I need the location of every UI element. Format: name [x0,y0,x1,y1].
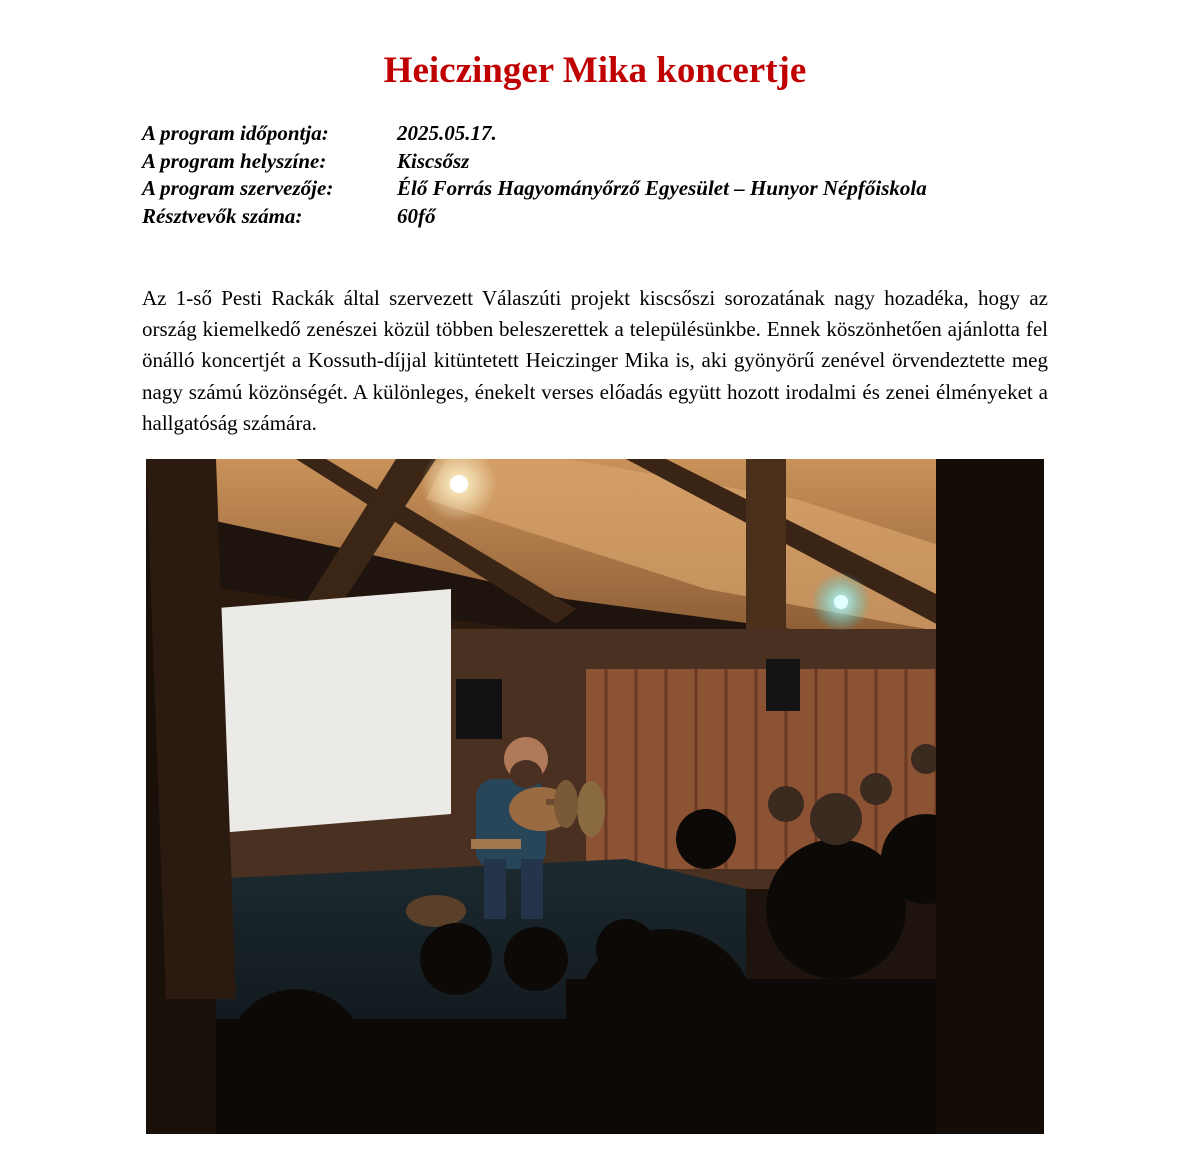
organizer-value: Élő Forrás Hagyományőrző Egyesület – Hunyor Népfőiskola [397,176,927,200]
date-label: A program időpontja: [142,121,329,145]
participants-value: 60fő [397,203,436,228]
detail-row-location [142,148,1062,176]
page-title: Heiczinger Mika koncertje [383,50,807,91]
organizer-label: A program szervezője: [142,176,334,200]
detail-row-date [142,120,1062,148]
detail-row-organizer [142,175,1062,203]
concert-photo [146,459,1044,1134]
program-details [142,120,1062,230]
participants-label: Résztvevők száma: [142,203,303,228]
location-value: Kiscsősz [397,148,470,173]
concert-photo-illustration [146,459,1044,1134]
description-paragraph: Az 1-ső Pesti Rackák által szervezett Válaszúti projekt kiscsőszi sorozatának nagy hozadéka, hogy az ország kiemelkedő zenészei közül többen beleszerettek a településünkbe. Ennek köszönhetően ajánlotta fel önálló koncertjét a Kossuth-díjjal kitüntetett Heiczinger Mika is, aki gyönyörű zenével örvendeztette meg nagy számú közönségét. A különleges, énekelt verses előadás együtt hozott irodalmi és zenei élményeket a hallgatóság számára. [142,286,1048,435]
date-value: 2025.05.17. [397,121,497,145]
detail-row-participants [142,203,1062,231]
location-label: A program helyszíne: [142,148,327,173]
